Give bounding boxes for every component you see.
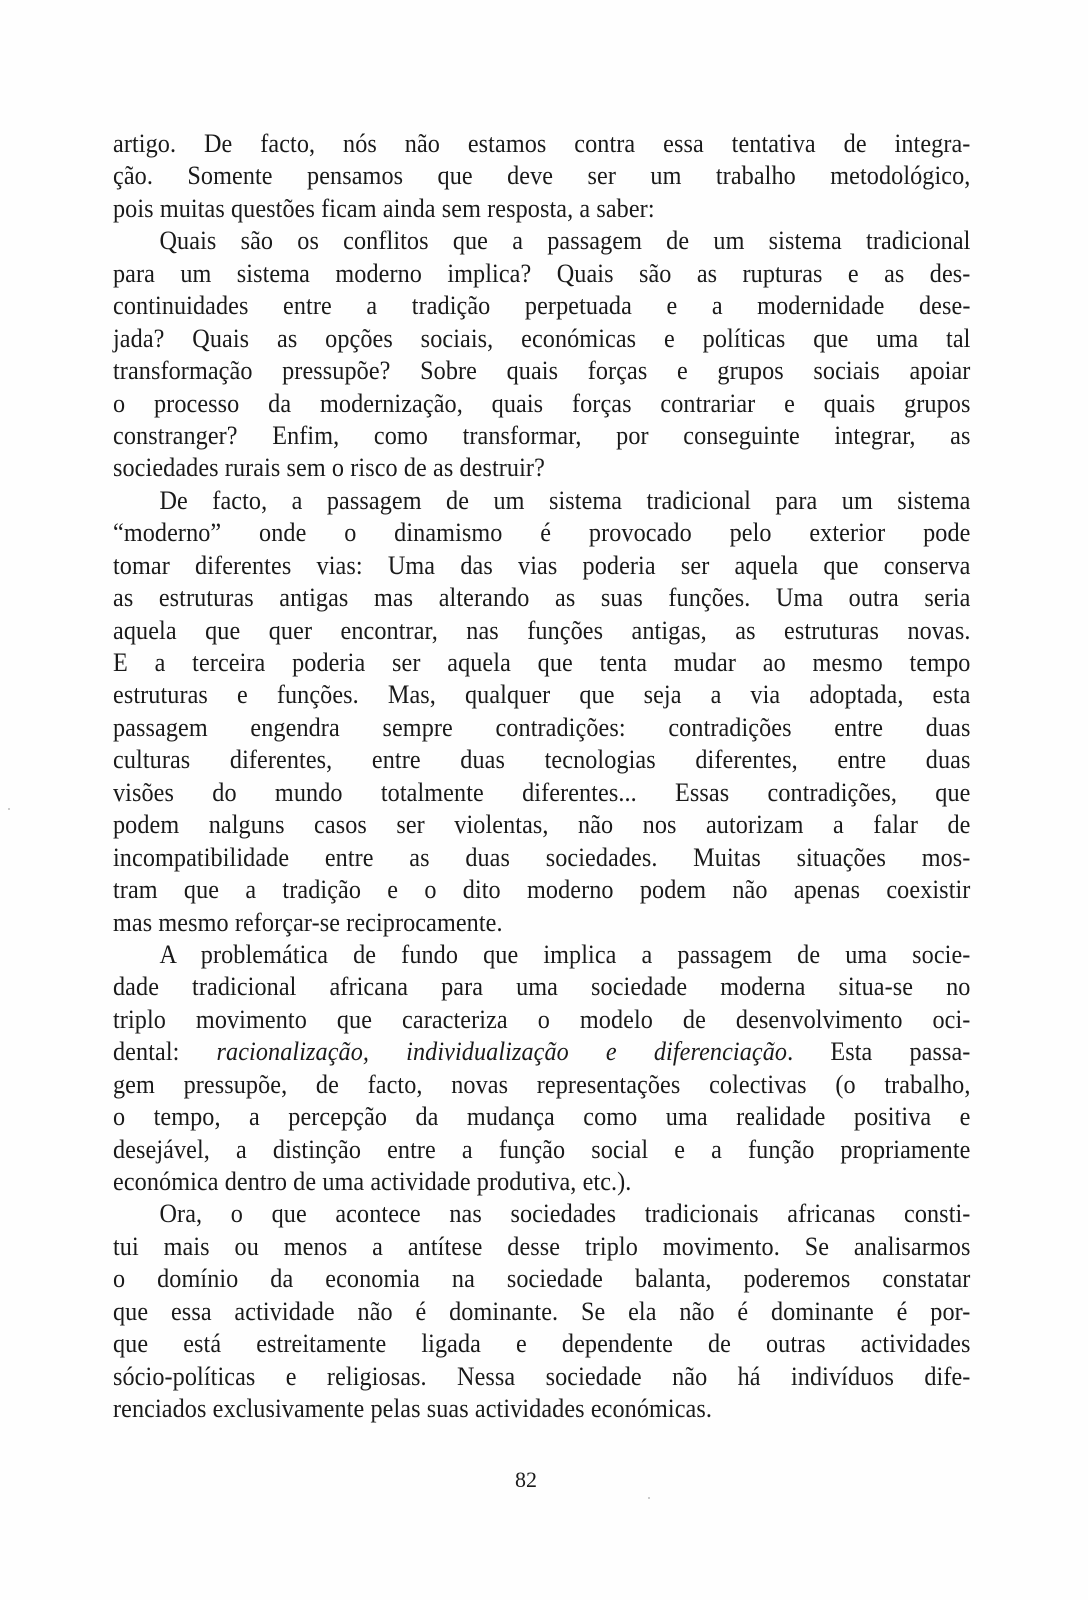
scan-speck bbox=[8, 808, 10, 810]
text-line bbox=[113, 1036, 970, 1068]
text-line: mas mesmo reforçar-se reciprocamente. bbox=[113, 907, 503, 937]
text-line: artigo. De facto, nós não estamos contra essa tentativa de integra- bbox=[113, 129, 971, 158]
text-line: tomar diferentes vias: Uma das vias poderia ser aquela que conserva bbox=[113, 550, 971, 580]
text-line: sociedades rurais sem o risco de as destruir? bbox=[113, 453, 545, 483]
text-line: continuidades entre a tradição perpetuada e a modernidade dese- bbox=[113, 291, 971, 321]
paragraph-first-line: Ora, o que acontece nas sociedades tradicionais africanas consti- bbox=[159, 1199, 971, 1229]
paragraph-first-line: A problemática de fundo que implica a passagem de uma socie- bbox=[159, 939, 971, 969]
page-number: 82 bbox=[515, 1467, 537, 1492]
text-line: passagem engendra sempre contradições: contradições entre duas bbox=[113, 712, 971, 742]
text-line: incompatibilidade entre as duas sociedades. Muitas situações mos- bbox=[113, 842, 971, 872]
text-line: “moderno” onde o dinamismo é provocado pelo exterior pode bbox=[113, 518, 971, 548]
italic-terms: racionalização, individualização e diferenciação bbox=[216, 1037, 788, 1067]
text-line: que essa actividade não é dominante. Se ela não é dominante é por- bbox=[113, 1296, 971, 1326]
text-line: pois muitas questões ficam ainda sem resposta, a saber: bbox=[113, 193, 655, 223]
text-segment: dental: bbox=[113, 1037, 217, 1067]
text-line: desejável, a distinção entre a função social e a função propriamente bbox=[113, 1134, 971, 1164]
text-line: transformação pressupõe? Sobre quais forças e grupos sociais apoiar bbox=[113, 356, 971, 386]
text-line: o tempo, a percepção da mudança como uma realidade positiva e bbox=[113, 1102, 971, 1132]
text-line: renciados exclusivamente pelas suas actividades económicas. bbox=[113, 1394, 713, 1424]
text-segment: . Esta passa- bbox=[787, 1037, 971, 1067]
text-line: gem pressupõe, de facto, novas representações colectivas (o trabalho, bbox=[113, 1069, 971, 1099]
text-line: o processo da modernização, quais forças contrariar e quais grupos bbox=[113, 388, 971, 418]
text-line: aquela que quer encontrar, nas funções antigas, as estruturas novas. bbox=[113, 615, 971, 645]
text-line: ção. Somente pensamos que deve ser um trabalho metodológico, bbox=[113, 161, 971, 191]
text-line: dade tradicional africana para uma sociedade moderna situa-se no bbox=[113, 972, 971, 1002]
text-line: tram que a tradição e o dito moderno podem não apenas coexistir bbox=[113, 875, 971, 905]
paragraph-first-line: De facto, a passagem de um sistema tradicional para um sistema bbox=[159, 485, 971, 515]
text-line: constranger? Enfim, como transformar, por conseguinte integrar, as bbox=[113, 420, 971, 450]
text-line: E a terceira poderia ser aquela que tenta mudar ao mesmo tempo bbox=[113, 648, 971, 677]
text-line: podem nalguns casos ser violentas, não nos autorizam a falar de bbox=[113, 810, 971, 840]
text-line: as estruturas antigas mas alterando as suas funções. Uma outra seria bbox=[113, 583, 971, 613]
text-line: jada? Quais as opções sociais, económicas e políticas que uma tal bbox=[113, 323, 971, 353]
text-line: estruturas e funções. Mas, qualquer que seja a via adoptada, esta bbox=[113, 680, 971, 710]
text-line: visões do mundo totalmente diferentes... Essas contradições, que bbox=[113, 777, 971, 807]
paragraph-first-line: Quais são os conflitos que a passagem de um sistema tradicional bbox=[159, 226, 971, 256]
body-text bbox=[113, 128, 971, 1426]
text-line: culturas diferentes, entre duas tecnologias diferentes, entre duas bbox=[113, 745, 971, 775]
text-line: económica dentro de uma actividade produtiva, etc.). bbox=[113, 1167, 632, 1196]
text-line: tui mais ou menos a antítese desse triplo movimento. Se analisarmos bbox=[113, 1231, 971, 1261]
text-line: o domínio da economia na sociedade balanta, poderemos constatar bbox=[113, 1264, 971, 1294]
text-line: sócio-políticas e religiosas. Nessa sociedade não há indivíduos dife- bbox=[113, 1361, 971, 1391]
text-line: triplo movimento que caracteriza o modelo de desenvolvimento oci- bbox=[113, 1004, 971, 1034]
scan-speck bbox=[648, 1497, 650, 1499]
text-line: que está estreitamente ligada e dependente de outras actividades bbox=[113, 1329, 971, 1359]
text-line: para um sistema moderno implica? Quais são as rupturas e as des- bbox=[113, 258, 971, 288]
